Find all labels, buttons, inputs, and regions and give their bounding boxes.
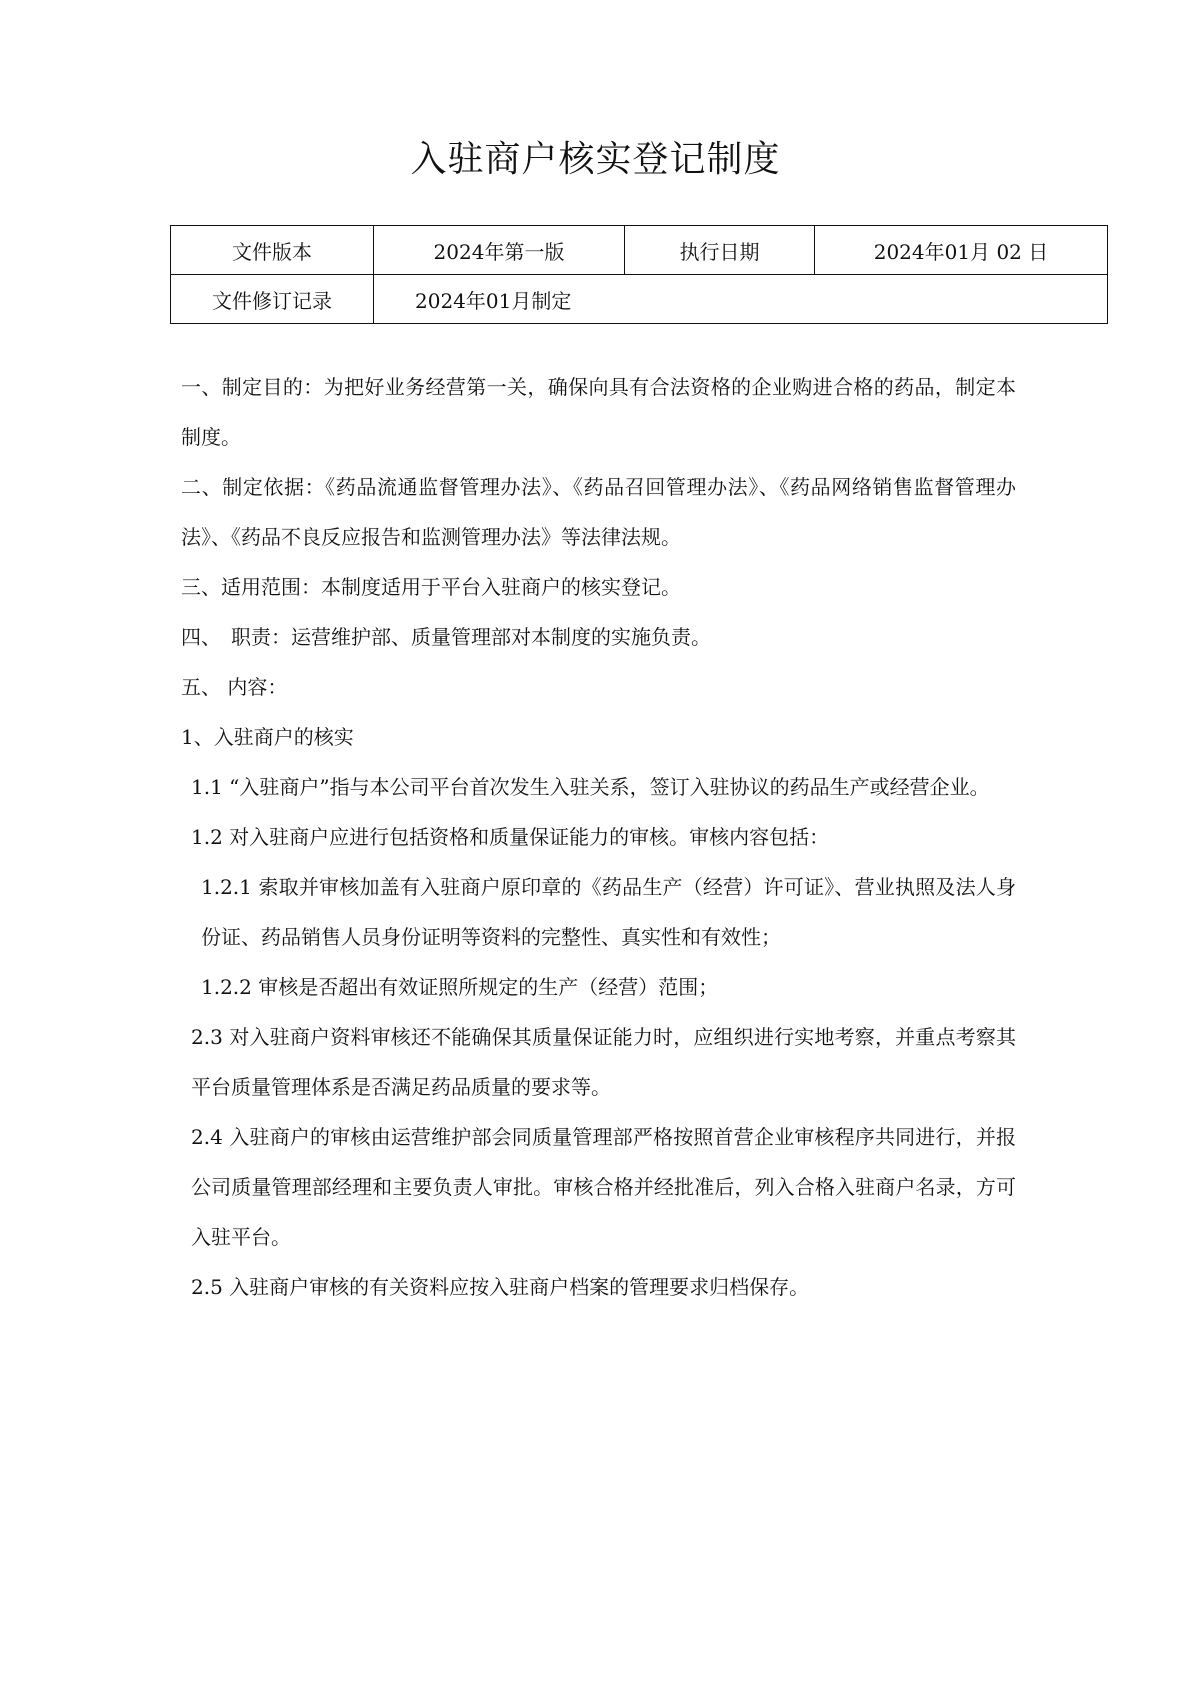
paragraph-2-5: 2.5 入驻商户审核的有关资料应按入驻商户档案的管理要求归档保存。: [191, 1275, 810, 1299]
paragraph-1-2-1: 1.2.1 索取并审核加盖有入驻商户原印章的《药品生产（经营）许可证》、营业执照及法人身份证、药品销售人员身份证明等资料的完整性、真实性和有效性；: [201, 875, 1016, 949]
version-value: 2024年第一版: [374, 226, 625, 275]
date-value: 2024年01月 02 日: [815, 226, 1108, 275]
revision-label: 文件修订记录: [171, 275, 374, 324]
paragraph-2-3: 2.3 对入驻商户资料审核还不能确保其质量保证能力时，应组织进行实地考察，并重点考察其平台质量管理体系是否满足药品质量的要求等。: [191, 1025, 1016, 1099]
document-info-table: [170, 225, 1108, 324]
paragraph-purpose: 一、制定目的：为把好业务经营第一关，确保向具有合法资格的企业购进合格的药品，制定本制度。: [181, 375, 1016, 449]
table-row: [171, 275, 1108, 324]
page-title: 入驻商户核实登记制度: [410, 139, 781, 180]
paragraph-1-1: 1.1 “入驻商户”指与本公司平台首次发生入驻关系，签订入驻协议的药品生产或经营企业。: [191, 775, 990, 799]
date-label: 执行日期: [625, 226, 815, 275]
document-body: [181, 362, 1016, 1312]
paragraph-content-heading: 五、 内容：: [181, 675, 288, 699]
paragraph-basis: 二、制定依据：《药品流通监督管理办法》、《药品召回管理办法》、《药品网络销售监督管理办法》、《药品不良反应报告和监测管理办法》等法律法规。: [181, 475, 1016, 549]
paragraph-1-2-2: 1.2.2 审核是否超出有效证照所规定的生产（经营）范围；: [201, 975, 719, 999]
paragraph-2-4: 2.4 入驻商户的审核由运营维护部会同质量管理部严格按照首营企业审核程序共同进行，并报公司质量管理部经理和主要负责人审批。审核合格并经批准后，列入合格入驻商户名录，方可入驻平台。: [191, 1125, 1016, 1249]
paragraph-duties: 四、 职责：运营维护部、质量管理部对本制度的实施负责。: [181, 625, 711, 649]
table-row: [171, 226, 1108, 275]
paragraph-1-2: 1.2 对入驻商户应进行包括资格和质量保证能力的审核。审核内容包括：: [191, 825, 830, 849]
paragraph-scope: 三、适用范围：本制度适用于平台入驻商户的核实登记。: [181, 575, 681, 599]
paragraph-section-1: 1、入驻商户的核实: [181, 725, 354, 749]
version-label: 文件版本: [171, 226, 374, 275]
revision-value: 2024年01月制定: [374, 275, 1108, 324]
